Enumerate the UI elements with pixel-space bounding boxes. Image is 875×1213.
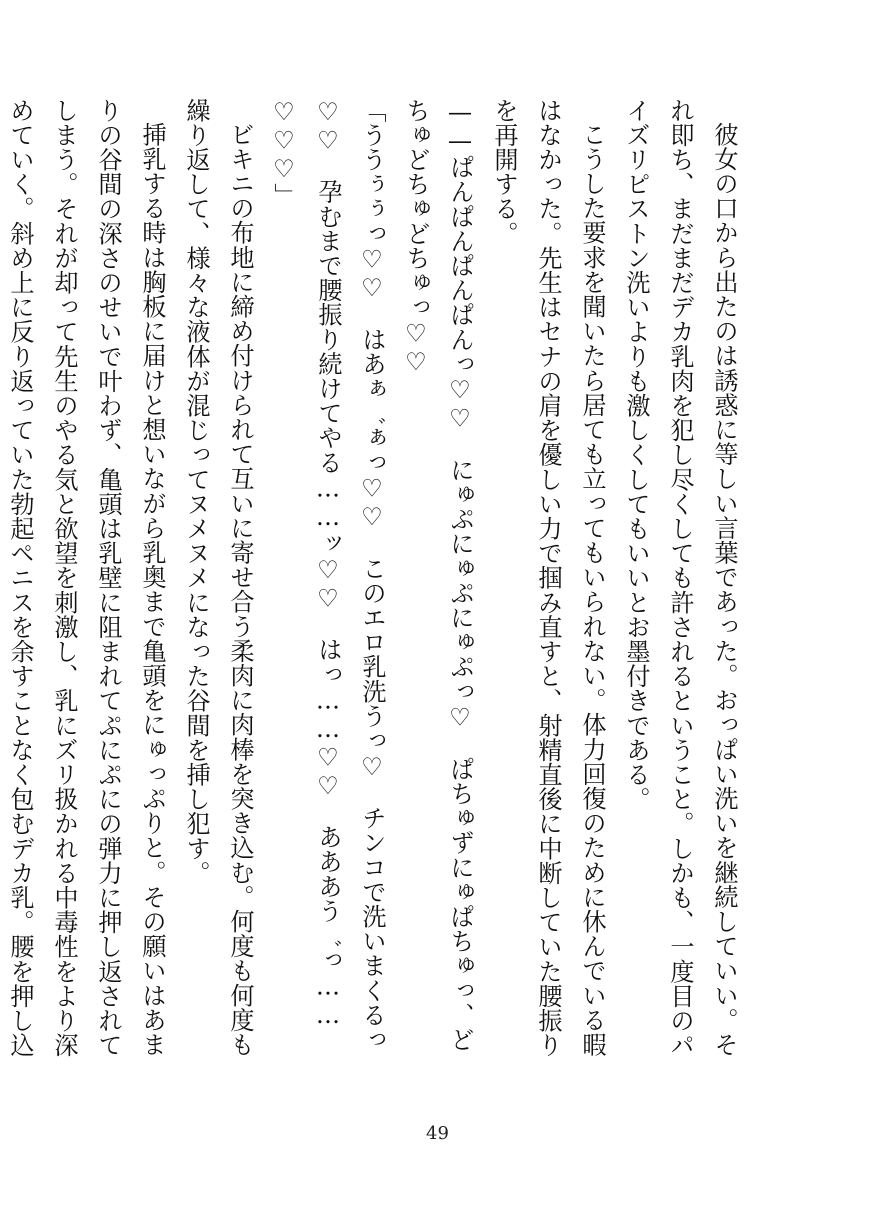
body-text-column [6,98,746,1074]
paragraph: 挿乳する時は胸板に届けと想いながら乳奥まで亀頭をにゅっぷりと。その願いはあまりの谷間の深さのせいで叶わず、亀頭は乳壁に阻まれてぷにぷにの弾力に押し返されてしまう。それが却って先生のやる気と欲望を刺激し、乳にズリ扱かれる中毒性をより深めていく。斜め上に反り返っていた勃起ペニスを余すことなく包むデカ乳。腰を押し込 [6,98,166,1058]
paragraph: 彼女の口から出たのは誘惑に等しい言葉であった。おっぱい洗いを継続していい。それ即ち、まだまだデカ乳肉を犯し尽くしても許されるということ。しかも、一度目のパイズリピストン洗いよりも激しくしてもいいとお墨付きである。 [622,98,738,1058]
paragraph: 「ううぅぅっ♡♡ はあぁ゛ぁっ♡♡ このエロ乳洗うっ♡ チンコで洗いまくるっ♡♡ 孕むまで腰振り続けてやる……ッ♡♡ はっ……♡♡ あああう゛っ……♡♡♡」 [270,98,386,1052]
paragraph: こうした要求を聞いたら居ても立ってもいられない。体力回復のために休んでいる暇はなかった。先生はセナの肩を優しい力で掴み直すと、射精直後に中断していた腰振りを再開する。 [490,98,606,1058]
page-number: 49 [426,1123,449,1144]
paragraph: ビキニの布地に締め付けられて互いに寄せ合う柔肉に肉棒を突き込む。何度も何度も繰り返して、様々な液体が混じってヌメヌメになった谷間を挿し犯す。 [182,98,254,1057]
paragraph: ——ぱんぱんぱんぱんっ♡♡ にゅぷにゅぷにゅぷっ♡ ぱちゅずにゅぱちゅっ、どちゅどちゅどちゅっ♡♡ [402,98,474,1052]
